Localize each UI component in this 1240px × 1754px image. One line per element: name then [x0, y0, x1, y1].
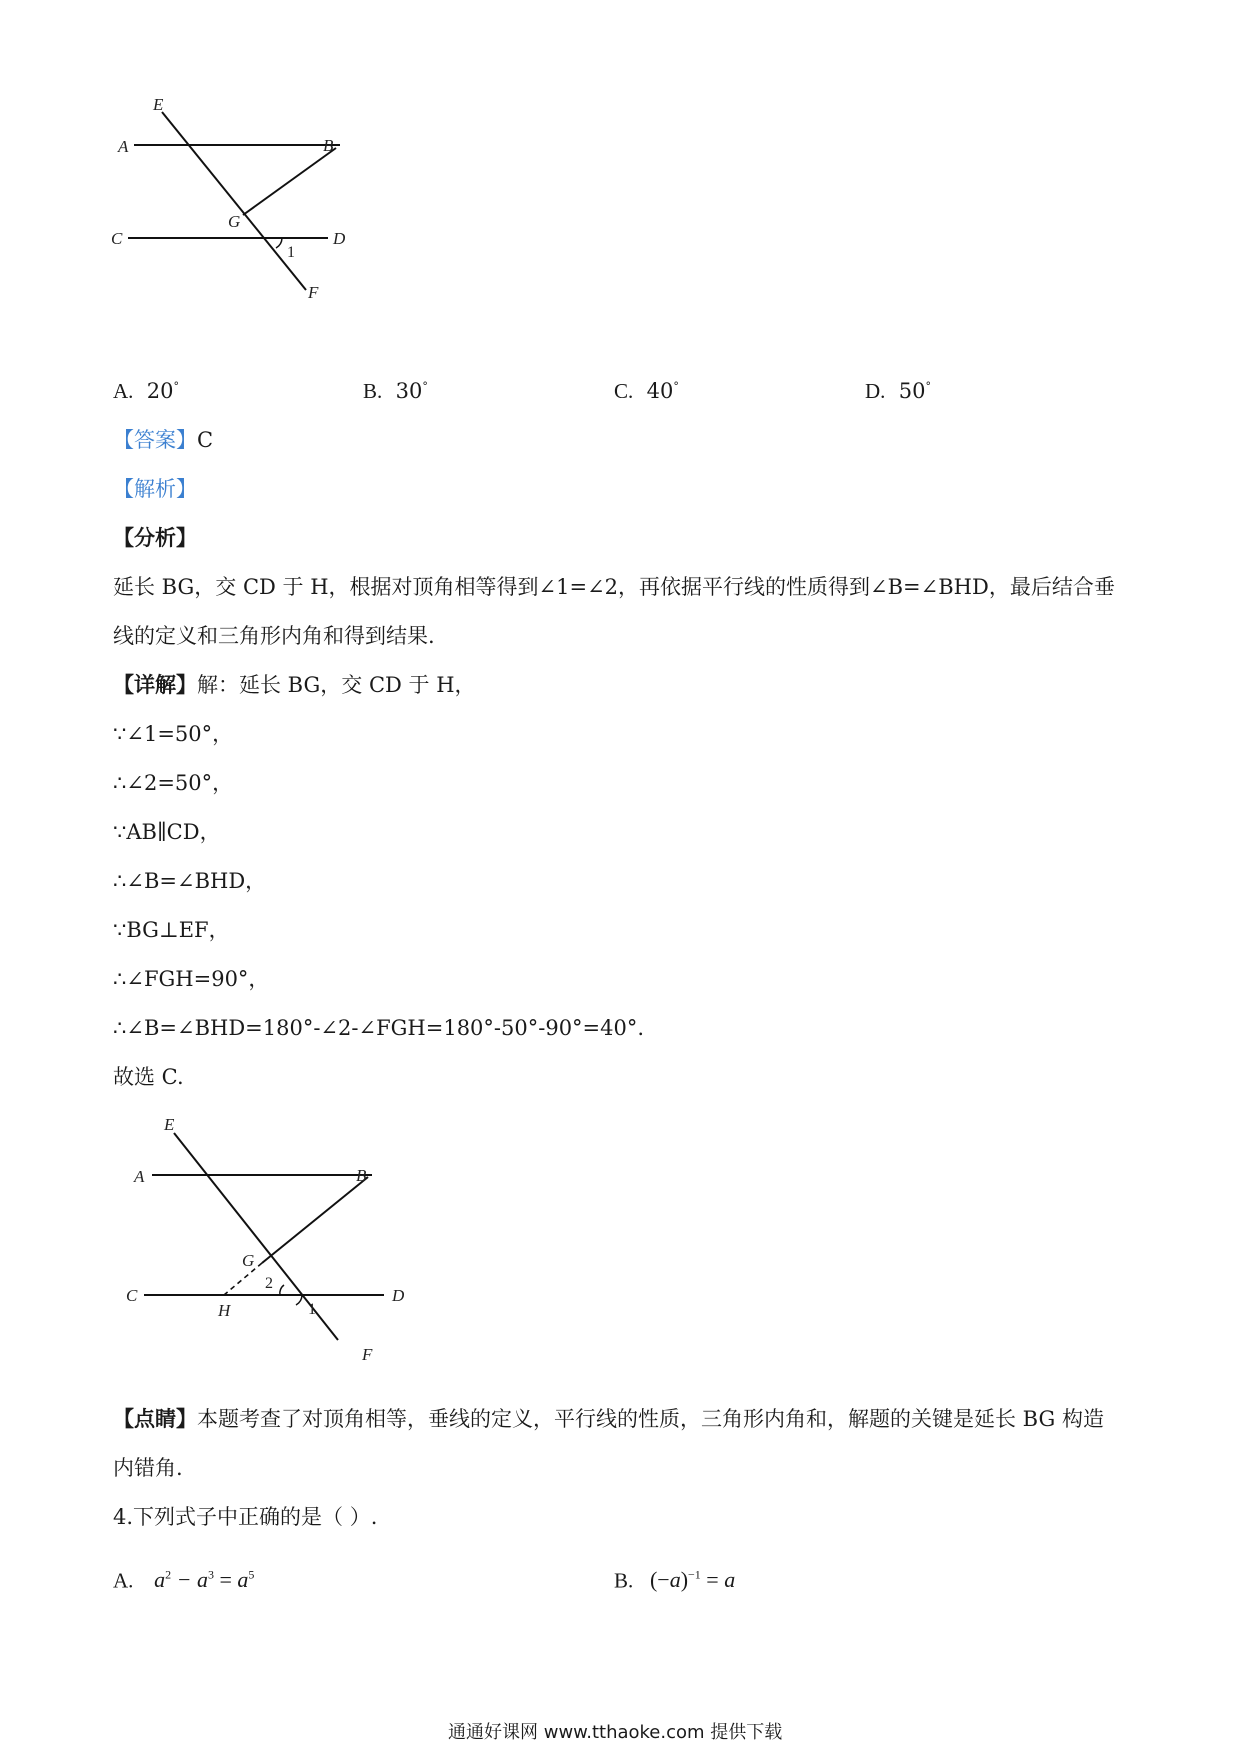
detail-text: 解：延长 BG，交 CD 于 H， — [197, 673, 476, 697]
q4-option-a[interactable]: A. $a^2 - a^3 = a^5$ — [113, 1567, 255, 1593]
option-b[interactable]: B. 30° — [363, 379, 428, 403]
angle-1-arc — [296, 1295, 302, 1305]
step-5: ∵BG⊥EF， — [113, 918, 230, 942]
label-d: D — [333, 229, 346, 248]
answer-tag: 【答案】 — [113, 428, 197, 452]
label-c: C — [126, 1286, 138, 1305]
step-6: ∴∠FGH=90°， — [113, 967, 270, 991]
step-2: ∴∠2=50°， — [113, 771, 234, 795]
line-bg — [262, 1177, 368, 1263]
q4-option-b[interactable]: B. $(-a)^{-1} = a$ — [614, 1567, 736, 1593]
label-f: F — [362, 1345, 373, 1364]
label-b: B — [323, 136, 334, 155]
fenxi-tag: 【分析】 — [113, 525, 197, 550]
line-bg — [243, 148, 336, 215]
label-b: B — [356, 1166, 367, 1185]
label-1: 1 — [287, 244, 295, 261]
option-a[interactable]: A. 20° — [113, 379, 180, 403]
option-c-value: 40 — [646, 379, 674, 403]
dianjing-text-1: 本题考查了对顶角相等，垂线的定义，平行线的性质，三角形内角和，解题的关键是延长 BG 构造 — [197, 1407, 1104, 1431]
option-d-value: 50 — [898, 379, 926, 403]
label-a: A — [134, 1167, 145, 1186]
step-4: ∴∠B=∠BHD， — [113, 869, 267, 893]
step-3: ∵AB∥CD， — [113, 820, 221, 844]
option-b-value: 30 — [395, 379, 423, 403]
step-7: ∴∠B=∠BHD=180°-∠2-∠FGH=180°-50°-90°=40°. — [113, 1016, 645, 1040]
conclusion: 故选 C. — [113, 1065, 184, 1089]
label-1: 1 — [308, 1301, 316, 1318]
q4-option-a-formula: $a^2 - a^3 = a^5$ — [154, 1567, 255, 1593]
dianjing-tag: 【点睛】 — [113, 1406, 197, 1431]
fenxi-text-1: 延长 BG，交 CD 于 H，根据对顶角相等得到∠1=∠2，再依据平行线的性质得到∠B=∠BHD，最后结合垂 — [113, 575, 1115, 599]
label-g: G — [228, 212, 241, 231]
label-e: E — [164, 1115, 175, 1134]
angle-2-arc — [280, 1285, 284, 1295]
footer-credit: 通通好课网 www.tthaoke.com 提供下载 — [448, 1722, 783, 1743]
label-h: H — [218, 1301, 231, 1320]
fenxi-text-2: 线的定义和三角形内角和得到结果. — [113, 624, 435, 648]
figure-2 — [112, 1115, 432, 1375]
figure-1 — [110, 95, 410, 345]
label-f: F — [308, 283, 319, 302]
label-2: 2 — [265, 1275, 273, 1292]
label-c: C — [111, 229, 123, 248]
option-d[interactable]: D. 50° — [865, 379, 932, 403]
label-g: G — [242, 1251, 255, 1270]
answer-value: C — [197, 428, 214, 452]
label-e: E — [153, 95, 164, 114]
angle-1-arc — [276, 238, 282, 248]
q4-option-b-formula: $(-a)^{-1} = a$ — [649, 1567, 736, 1593]
analysis-tag: 【解析】 — [113, 477, 197, 501]
label-a: A — [118, 137, 129, 156]
detail-tag: 【详解】 — [113, 672, 197, 697]
option-a-value: 20 — [146, 379, 174, 403]
line-ef — [162, 112, 306, 290]
answer-line — [113, 425, 213, 455]
option-c[interactable]: C. 40° — [614, 379, 679, 403]
dianjing-text-2: 内错角. — [113, 1456, 183, 1480]
label-d: D — [392, 1286, 405, 1305]
step-1: ∵∠1=50°， — [113, 722, 234, 746]
detail-line — [113, 670, 476, 700]
dianjing-line-1 — [113, 1404, 1104, 1434]
question-4-stem: 4.下列式子中正确的是（ ）. — [113, 1505, 378, 1529]
